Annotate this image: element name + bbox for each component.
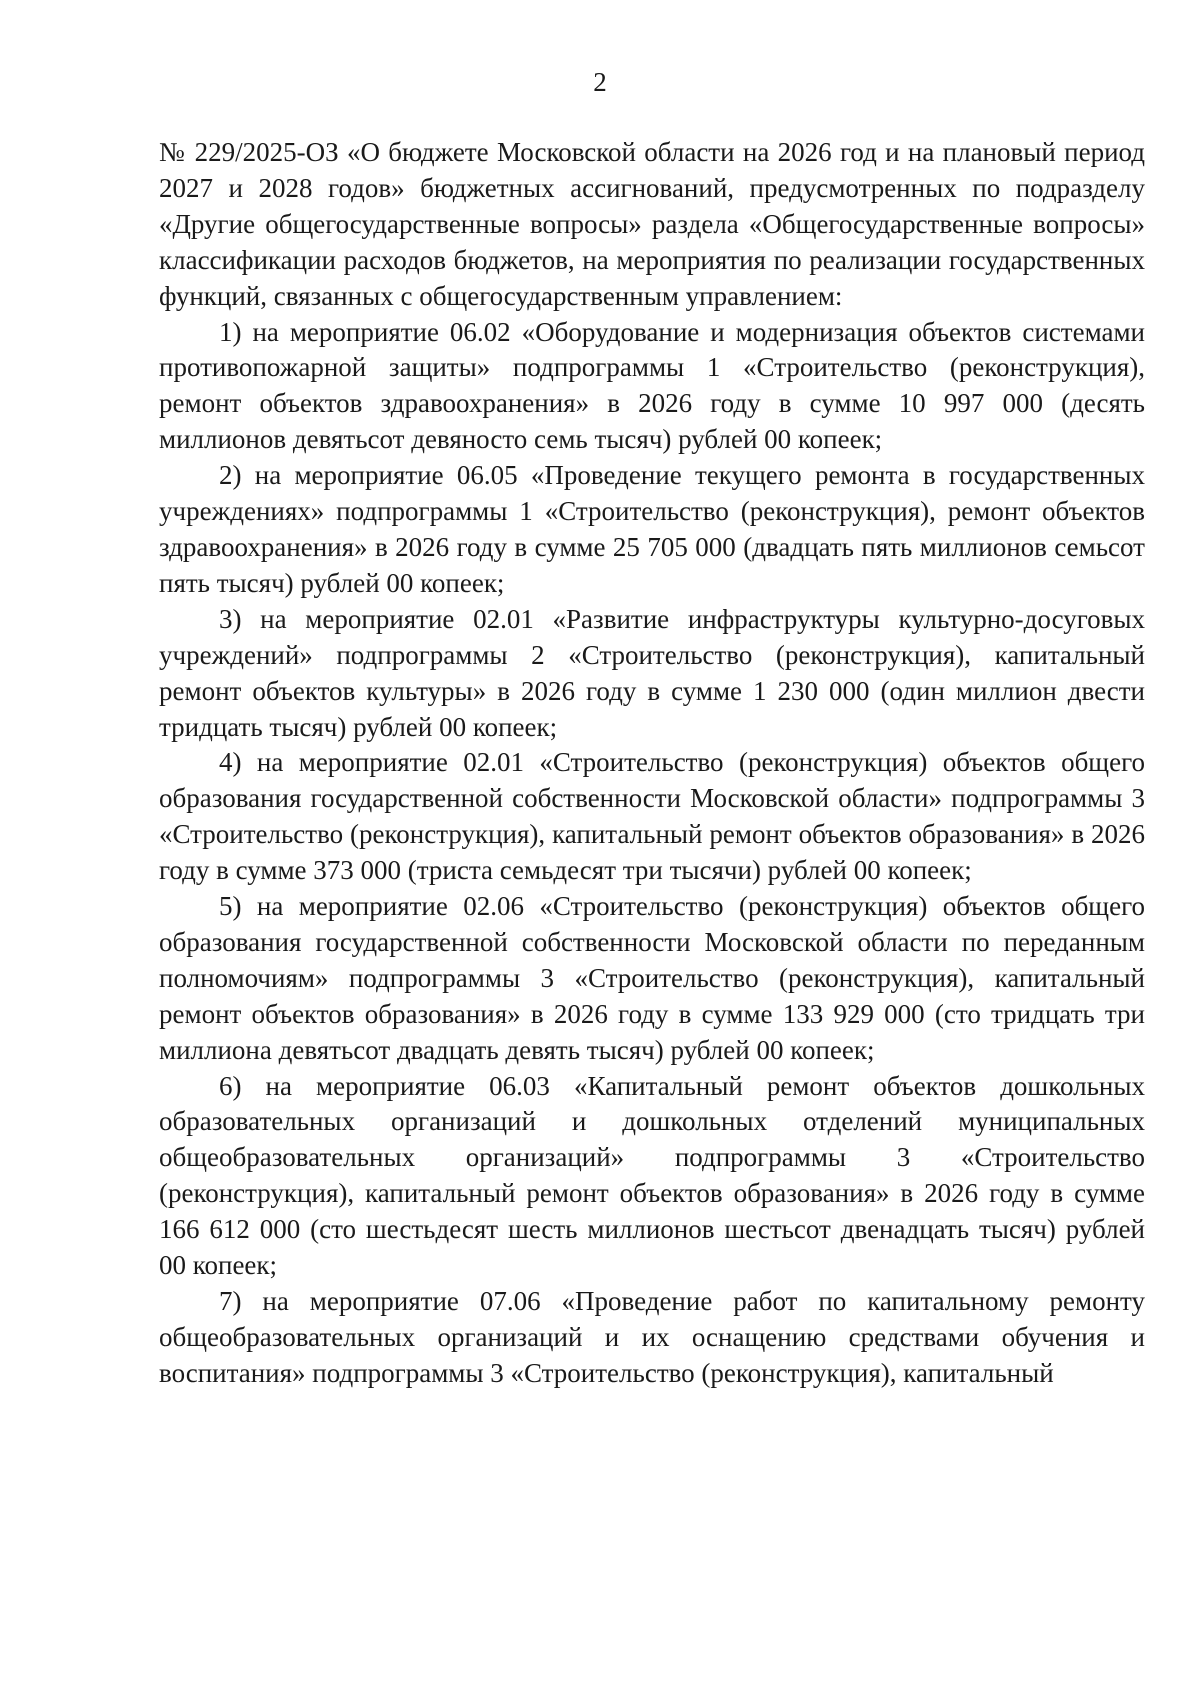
list-item-3: 3) на мероприятие 02.01 «Развитие инфраструктуры культурно-досуговых учреждений» подпрограммы 2 «Строительство (реконструкция), капитальный ремонт объектов культуры» в 2026 году в сумме 1 230 000 (один миллион двести тридцать тысяч) рублей 00 копеек; bbox=[159, 603, 1145, 742]
list-item-2: 2) на мероприятие 06.05 «Проведение текущего ремонта в государственных учреждениях» подпрограммы 1 «Строительство (реконструкция), ремонт объектов здравоохранения» в 2026 году в сумме 25 705 000 (двадцать пять миллионов семьсот пять тысяч) рублей 00 копеек; bbox=[159, 460, 1145, 598]
list-item-6: 6) на мероприятие 06.03 «Капитальный ремонт объектов дошкольных образовательных организаций и дошкольных отделений муниципальных общеобразовательных организаций» подпрограммы 3 «Строительство (реконструкция), капитальный ремонт объектов образования» в 2026 году в сумме 166 612 000 (сто шестьдесят шесть миллионов шестьсот двенадцать тысяч) рублей 00 копеек; bbox=[159, 1070, 1145, 1281]
page-number: 2 bbox=[593, 67, 607, 97]
list-item-5: 5) на мероприятие 02.06 «Строительство (реконструкция) объектов общего образования государственной собственности Московской области по переданным полномочиям» подпрограммы 3 «Строительство (реконструкция), капитальный ремонт объектов образования» в 2026 году в сумме 133 929 000 (сто тридцать три миллиона девятьсот двадцать девять тысяч) рублей 00 копеек; bbox=[159, 891, 1145, 1065]
intro-paragraph: № 229/2025-ОЗ «О бюджете Московской области на 2026 год и на плановый период 2027 и 2028 годов» бюджетных ассигнований, предусмотренных по подразделу «Другие общегосударственные вопросы» раздела «Общегосударственные вопросы» классификации расходов бюджетов, на мероприятия по реализации государственных функций, связанных с общегосударственным управлением: bbox=[159, 137, 1145, 311]
list-item-7: 7) на мероприятие 07.06 «Проведение работ по капитальному ремонту общеобразовательных организаций и их оснащению средствами обучения и воспитания» подпрограммы 3 «Строительство (реконструкция), капитальный bbox=[159, 1286, 1145, 1388]
document-body bbox=[159, 135, 1145, 1392]
list-item-4: 4) на мероприятие 02.01 «Строительство (реконструкция) объектов общего образования государственной собственности Московской области» подпрограммы 3 «Строительство (реконструкция), капитальный ремонт объектов образования» в 2026 году в сумме 373 000 (триста семьдесят три тысячи) рублей 00 копеек; bbox=[159, 747, 1145, 886]
list-item-1: 1) на мероприятие 06.02 «Оборудование и модернизация объектов системами противопожарной защиты» подпрограммы 1 «Строительство (реконструкция), ремонт объектов здравоохранения» в 2026 году в сумме 10 997 000 (десять миллионов девятьсот девяносто семь тысяч) рублей 00 копеек; bbox=[159, 316, 1145, 455]
